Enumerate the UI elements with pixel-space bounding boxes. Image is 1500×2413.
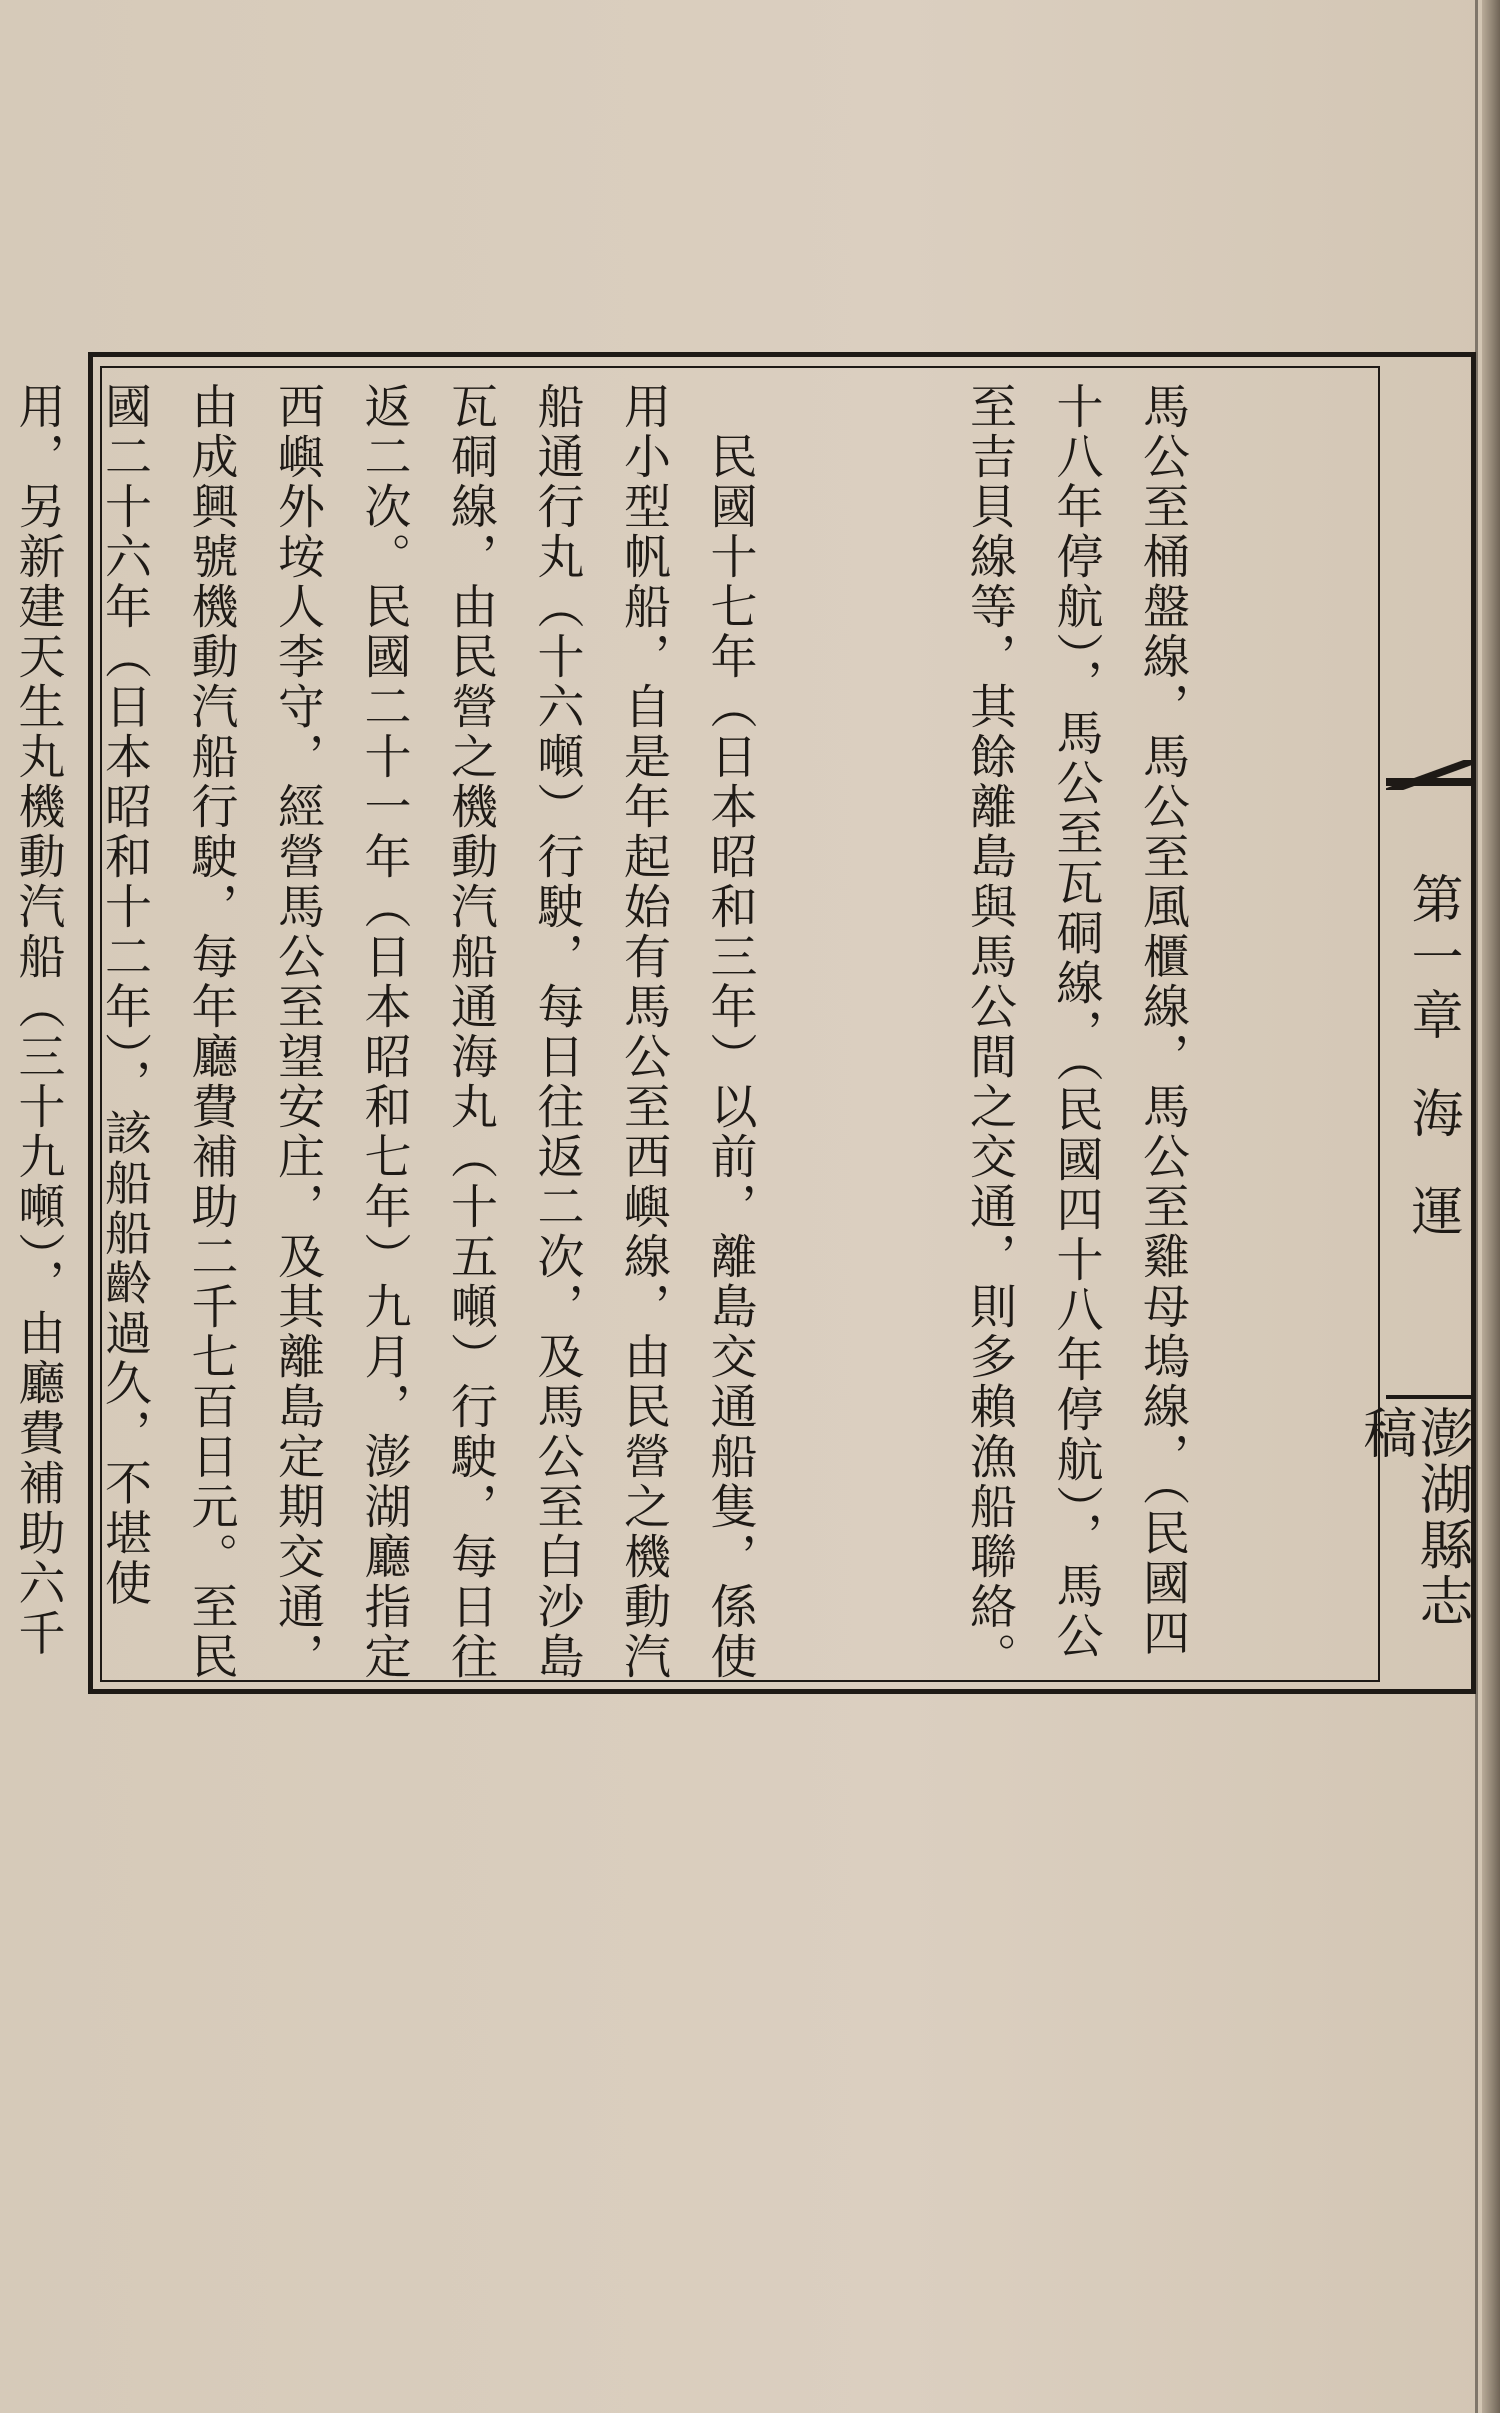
fishtail-bar — [1386, 778, 1474, 786]
center-rule — [1386, 1395, 1474, 1399]
chapter-number: 第一章 — [1402, 872, 1462, 1046]
subsection-name: 運 — [1402, 1184, 1462, 1242]
book-spine — [1482, 0, 1500, 2413]
chapter-heading — [1402, 872, 1462, 1242]
paragraph-2: 民國十七年（日本昭和三年）以前，離島交通船隻，係使用小型帆船，自是年起始有馬公至西嶼線，由民營之機動汽船通行丸（十六噸）行駛，每日往返二次，及馬公至白沙島瓦硐線，由民營之機動汽船通海丸（十五噸）行駛，每日往返二次。民國二十一年（日本昭和七年）九月，澎湖廳指定西嶼外垵人李守，經營馬公至望安庄，及其離島定期交通，由成興號機動汽船行駛，每年廳費補助二千七百日元。至民國二十六年（日本昭和十二年），該船船齡過久，不堪使用，另新建天生丸機動汽船（三十九噸），由廳費補助六千 — [10, 382, 758, 1682]
body-text — [10, 382, 1378, 1682]
paragraph-1: 馬公至桶盤線，馬公至風櫃線，馬公至雞母塢線，（民國四十八年停航），馬公至瓦硐線，（民國四十八年停航），馬公至吉貝線等，其餘離島與馬公間之交通，則多賴漁船聯絡。 — [962, 382, 1190, 1682]
section-name: 海 — [1402, 1086, 1462, 1144]
book-title: 澎湖縣志稿 — [1355, 1405, 1474, 1629]
